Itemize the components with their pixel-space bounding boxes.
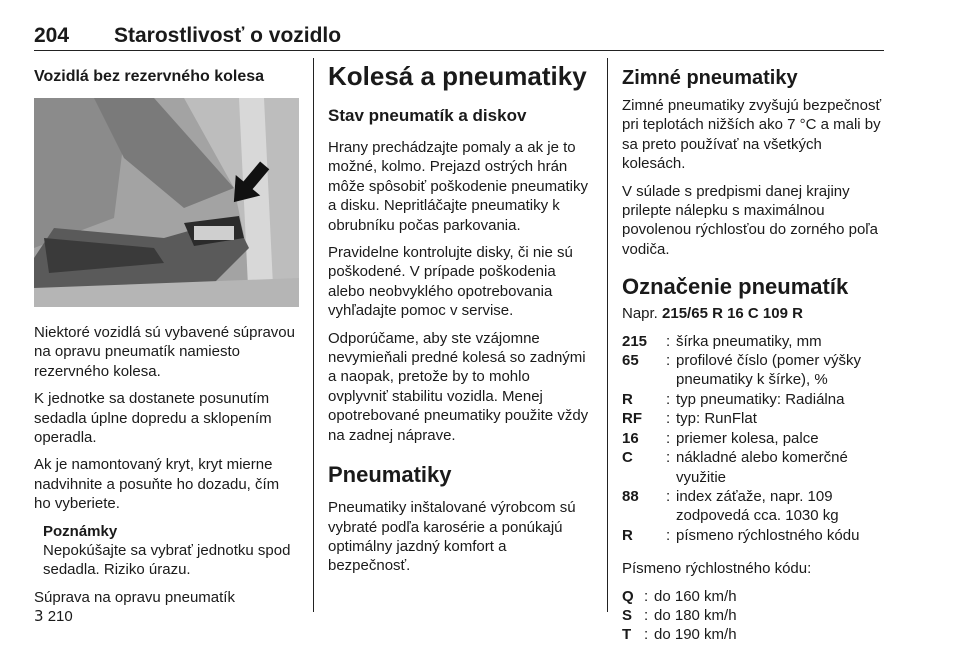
code-row <box>622 448 884 487</box>
code-value: do 160 km/h <box>654 587 737 605</box>
code-key: Q <box>622 587 634 605</box>
code-row <box>622 351 884 390</box>
code-value: index záťaže, napr. 109 zodpovedá cca. 1030 kg <box>676 487 839 525</box>
paragraph: Pravidelne kontrolujte disky, či nie sú poškodené. V prípade poškodenia alebo neobvyklého opotrebovania vyhľadajte pomoc v servise. <box>328 244 573 320</box>
section-title-winter-tyres: Zimné pneumatiky <box>622 67 798 89</box>
section-title-wheels-tyres: Kolesá a pneumatiky <box>328 61 587 91</box>
subsection-title-condition: Stav pneumatík a diskov <box>328 106 527 125</box>
paragraph: Niektoré vozidlá sú vybavené súpravou na opravu pneumatík namiesto rezervného kolesa. <box>34 324 295 380</box>
section-title-tyres: Pneumatiky <box>328 462 452 488</box>
page-number: 204 <box>34 24 70 47</box>
code-value: priemer kolesa, palce <box>676 429 819 447</box>
code-separator: : <box>666 332 671 350</box>
column-middle <box>328 58 592 584</box>
code-row <box>622 487 884 526</box>
column-divider-1 <box>313 58 314 612</box>
paragraph: Odporúčame, aby ste vzájomne nevymieňali predné kolesá so zadnými a naopak, pretože by to mohlo ovplyvniť stabilitu vozidla. Menej opotrebované pneumatiky použite vždy na zadnej náprave. <box>328 329 589 444</box>
seat-illustration <box>34 98 299 307</box>
code-key: R <box>622 526 633 544</box>
code-row <box>622 587 884 606</box>
code-row <box>622 332 884 351</box>
code-separator: : <box>644 626 649 644</box>
code-key: 88 <box>622 487 639 505</box>
code-separator: : <box>666 449 671 467</box>
chapter-title: Starostlivosť o vozidlo <box>114 24 342 47</box>
section-heading-no-spare: Vozidlá bez rezervného kolesa <box>34 68 265 85</box>
header-rule <box>34 50 884 51</box>
code-separator: : <box>666 487 671 505</box>
code-value: nákladné alebo komerčné využitie <box>676 449 848 486</box>
code-separator: : <box>644 606 649 624</box>
code-separator: : <box>666 526 671 544</box>
code-key: 16 <box>622 429 639 447</box>
code-row <box>622 429 884 448</box>
seat-repair-kit-photo <box>34 98 299 307</box>
column-right <box>622 58 884 653</box>
code-value: typ: RunFlat <box>676 410 757 428</box>
code-separator: : <box>666 410 671 428</box>
note-block <box>34 522 299 580</box>
paragraph: Pneumatiky inštalované výrobcom sú vybraté podľa karosérie a ponúkajú optimálny jazdný komfort a bezpečnosť. <box>328 499 576 575</box>
code-separator: : <box>666 429 671 447</box>
code-row <box>622 606 884 625</box>
paragraph: K jednotke sa dostanete posunutím sedadla úplne dopredu a sklopením operadla. <box>34 390 272 447</box>
code-separator: : <box>644 587 649 605</box>
paragraph: Ak je namontovaný kryt, kryt mierne nadvihnite a posuňte ho dozadu, čím ho vyberiete. <box>34 456 280 513</box>
code-key: T <box>622 626 632 644</box>
code-key: RF <box>622 410 642 428</box>
example-prefix: Napr. <box>622 305 663 323</box>
page-header <box>34 24 884 50</box>
code-key: S <box>622 606 633 624</box>
note-title: Poznámky <box>43 522 118 540</box>
reference-arrow-icon: 3 <box>34 607 44 626</box>
code-value: profilové číslo (pomer výšky pneumatiky k šírke), % <box>676 352 862 389</box>
code-separator: : <box>666 390 671 408</box>
code-row <box>622 409 884 428</box>
code-value: do 190 km/h <box>654 626 737 644</box>
paragraph: V súlade s predpismi danej krajiny prilepte nálepku s maximálnou povolenou rýchlosťou do zorného poľa vodiča. <box>622 182 879 258</box>
reference-page: 210 <box>43 608 73 626</box>
column-left <box>34 58 299 635</box>
code-value: písmeno rýchlostného kódu <box>676 526 860 544</box>
note-text: Nepokúšajte sa vybrať jednotku spod sedadla. Riziko úrazu. <box>43 542 291 579</box>
paragraph: Hrany prechádzajte pomaly a ak je to možné, kolmo. Prejazd ostrých hrán môže spôsobiť poškodenie pneumatiky a disku. Nepritláčajte pneumatiky k obrubníku počas parkovania. <box>328 139 588 234</box>
speed-code-title: Písmeno rýchlostného kódu: <box>622 560 812 578</box>
section-title-tyre-designation: Označenie pneumatík <box>622 274 849 300</box>
cross-reference <box>34 588 299 627</box>
code-key: 65 <box>622 352 639 370</box>
code-separator: : <box>666 352 671 370</box>
example-code: 215/65 R 16 C 109 R <box>662 305 803 323</box>
code-row <box>622 390 884 409</box>
column-divider-2 <box>607 58 608 612</box>
speed-code-list <box>622 587 884 645</box>
code-value: šírka pneumatiky, mm <box>676 332 822 350</box>
code-row <box>622 526 884 545</box>
code-value: typ pneumatiky: Radiálna <box>676 390 845 408</box>
reference-text: Súprava na opravu pneumatík <box>34 588 235 606</box>
tyre-code-list <box>622 332 884 545</box>
code-key: C <box>622 449 633 467</box>
paragraph: Zimné pneumatiky zvyšujú bezpečnosť pri teplotách nižších ako 7 °C a mali by sa preto používať na všetkých kolesách. <box>622 97 882 173</box>
code-value: do 180 km/h <box>654 606 737 624</box>
code-key: R <box>622 390 633 408</box>
code-key: 215 <box>622 332 648 350</box>
example-line <box>622 304 884 323</box>
